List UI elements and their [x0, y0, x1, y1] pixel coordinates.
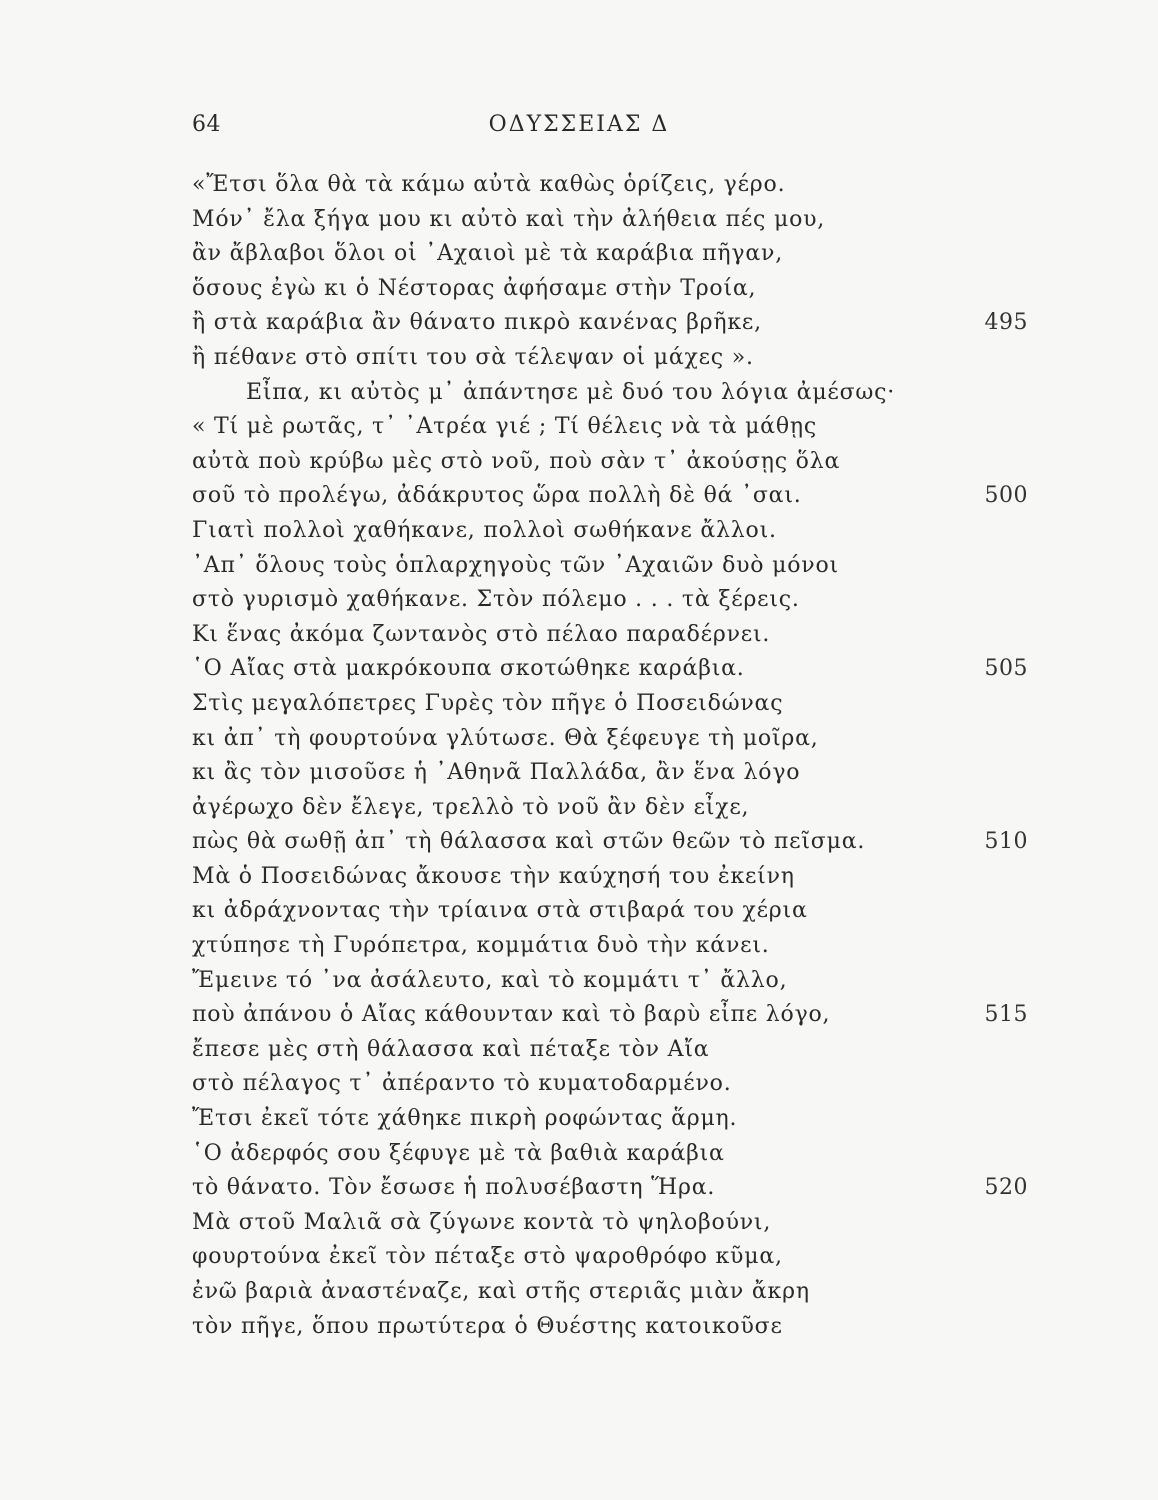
- verse-line: [192, 272, 1072, 307]
- verse-text: κι ἂς τὸν μισοῦσε ἡ ᾽Αθηνᾶ Παλλάδα, ἂν ἕνα λόγο: [192, 760, 801, 786]
- verse-line: [192, 445, 1072, 480]
- verse-text: ἐνῶ βαριὰ ἀναστέναζε, καὶ στῆς στεριᾶς μιὰν ἄκρη: [192, 1279, 810, 1304]
- verse-text: στὸ γυρισμὸ χαθήκανε. Στὸν πόλεμο . . . τὰ ξέρεις.: [192, 587, 800, 613]
- verse-line: [192, 1171, 1072, 1206]
- verse-text: κι ἀπ᾽ τὴ φουρτούνα γλύτωσε. Θὰ ξέφευγε τὴ μοῖρα,: [192, 725, 819, 751]
- verse-line: [192, 1102, 1072, 1137]
- verse-line: [192, 306, 1072, 341]
- verse-line: [192, 964, 1072, 999]
- verse-line: [192, 618, 1072, 653]
- verse-line: [192, 722, 1072, 757]
- verse-text: ἢ πέθανε στὸ σπίτι του σὰ τέλεψαν οἱ μάχες ».: [192, 344, 754, 370]
- verse-line: [192, 791, 1072, 826]
- verse-text: κι ἀδράχνοντας τὴν τρίαινα στὰ στιβαρά του χέρια: [192, 898, 808, 924]
- verse-text: σοῦ τὸ προλέγω, ἀδάκρυτος ὥρα πολλὴ δὲ θά ᾽σαι.: [192, 483, 802, 509]
- verse-text: Μὰ ὁ Ποσειδώνας ἄκουσε τὴν καύχησή του ἐκείνη: [192, 863, 795, 889]
- verse-line: [192, 410, 1072, 445]
- verse-line: [192, 237, 1072, 272]
- line-number: 520: [984, 1175, 1028, 1201]
- verse-text: αὐτὰ ποὺ κρύβω μὲς στὸ νοῦ, ποὺ σὰν τ᾽ ἀκούσῃς ὅλα: [192, 448, 841, 474]
- verse-line: [192, 860, 1072, 895]
- verse-text: φουρτούνα ἐκεῖ τὸν πέταξε στὸ ψαροθρόφο κῦμα,: [192, 1244, 783, 1270]
- verse-line: [192, 376, 1072, 411]
- verse-text: ποὺ ἀπάνου ὁ Αἴας κάθουνταν καὶ τὸ βαρὺ εἶπε λόγο,: [192, 1002, 831, 1028]
- verse-line: [192, 1067, 1072, 1102]
- verse-text: «Ἔτσι ὅλα θὰ τὰ κάμω αὐτὰ καθὼς ὁρίζεις, γέρο.: [192, 172, 786, 197]
- verse-line: [192, 998, 1072, 1033]
- verse-text: Στὶς μεγαλόπετρες Γυρὲς τὸν πῆγε ὁ Ποσειδώνας: [192, 690, 784, 716]
- verse-line: [192, 341, 1072, 376]
- verse-text: ἂν ἄβλαβοι ὅλοι οἱ ᾽Αχαιοὶ μὲ τὰ καράβια πῆγαν,: [192, 241, 783, 267]
- verse-line: [192, 1033, 1072, 1068]
- line-number: 500: [984, 483, 1028, 509]
- verse-line: [192, 894, 1072, 929]
- verse-text: Ἔτσι ἐκεῖ τότε χάθηκε πικρὴ ροφώντας ἅρμη.: [192, 1106, 738, 1132]
- verse-text: Ἔμεινε τό ᾽να ἀσάλευτο, καὶ τὸ κομμάτι τ᾽ ἄλλο,: [192, 967, 788, 993]
- verse-line: [192, 929, 1072, 964]
- verse-text: ἔπεσε μὲς στὴ θάλασσα καὶ πέταξε τὸν Αἴα: [192, 1036, 710, 1062]
- verse-text: πὼς θὰ σωθῇ ἀπ᾽ τὴ θάλασσα καὶ στῶν θεῶν τὸ πεῖσμα.: [192, 829, 866, 855]
- verse-line: [192, 1240, 1072, 1275]
- verse-line: [192, 1206, 1072, 1241]
- verse-text: Κι ἕνας ἀκόμα ζωντανὸς στὸ πέλαο παραδέρνει.: [192, 621, 771, 647]
- verse-line: [192, 1275, 1072, 1310]
- verse-text: τὸν πῆγε, ὅπου πρωτύτερα ὁ Θυέστης κατοικοῦσε: [192, 1313, 783, 1339]
- verse-text: ῾Ο ἀδερφός σου ξέφυγε μὲ τὰ βαθιὰ καράβια: [192, 1140, 725, 1166]
- verse-text: Γιατὶ πολλοὶ χαθήκανε, πολλοὶ σωθήκανε ἄλλοι.: [192, 517, 777, 543]
- verse-line: [192, 479, 1072, 514]
- verse-line: [192, 1137, 1072, 1172]
- line-number: 515: [984, 1002, 1028, 1028]
- verse-line: [192, 549, 1072, 584]
- verse-text: τὸ θάνατο. Τὸν ἔσωσε ἡ πολυσέβαστη Ἥρα.: [192, 1175, 716, 1201]
- verse-text: ῾Ο Αἴας στὰ μακρόκουπα σκοτώθηκε καράβια.: [192, 656, 745, 682]
- verse-text: Εἶπα, κι αὐτὸς μ᾽ ἀπάντησε μὲ δυό του λόγια ἀμέσως·: [246, 379, 896, 405]
- line-number: 495: [984, 310, 1028, 336]
- verse-line: [192, 825, 1072, 860]
- verse-line: [192, 756, 1072, 791]
- line-number: 510: [984, 829, 1028, 855]
- poem-text: [192, 168, 1072, 1344]
- line-number: 505: [984, 656, 1028, 682]
- verse-line: [192, 203, 1072, 238]
- verse-line: [192, 583, 1072, 618]
- verse-text: ἀγέρωχο δὲν ἔλεγε, τρελλὸ τὸ νοῦ ἂν δὲν εἶχε,: [192, 794, 750, 820]
- verse-text: ὅσους ἐγὼ κι ὁ Νέστορας ἀφήσαμε στὴν Τροία,: [192, 275, 757, 301]
- page-number: 64: [192, 112, 221, 137]
- verse-text: στὸ πέλαγος τ᾽ ἀπέραντο τὸ κυματοδαρμένο.: [192, 1071, 732, 1097]
- verse-text: ἢ στὰ καράβια ἂν θάνατο πικρὸ κανένας βρῆκε,: [192, 310, 762, 336]
- verse-line: [192, 652, 1072, 687]
- running-title: ΟΔΥΣΣΕΙΑΣ Δ: [488, 112, 670, 137]
- verse-text: Μὰ στοῦ Μαλιᾶ σὰ ζύγωνε κοντὰ τὸ ψηλοβούνι,: [192, 1209, 772, 1235]
- verse-line: [192, 168, 1072, 203]
- verse-text: « Τί μὲ ρωτᾶς, τ᾽ ᾽Ατρέα γιέ ; Τί θέλεις νὰ τὰ μάθῃς: [192, 414, 817, 440]
- verse-line: [192, 1310, 1072, 1345]
- verse-text: Μόν᾽ ἔλα ξήγα μου κι αὐτὸ καὶ τὴν ἀλήθεια πές μου,: [192, 206, 826, 232]
- verse-text: ᾽Απ᾽ ὅλους τοὺς ὁπλαρχηγοὺς τῶν ᾽Αχαιῶν δυὸ μόνοι: [192, 552, 839, 578]
- verse-text: χτύπησε τὴ Γυρόπετρα, κομμάτια δυὸ τὴν κάνει.: [192, 933, 770, 959]
- verse-line: [192, 514, 1072, 549]
- verse-line: [192, 687, 1072, 722]
